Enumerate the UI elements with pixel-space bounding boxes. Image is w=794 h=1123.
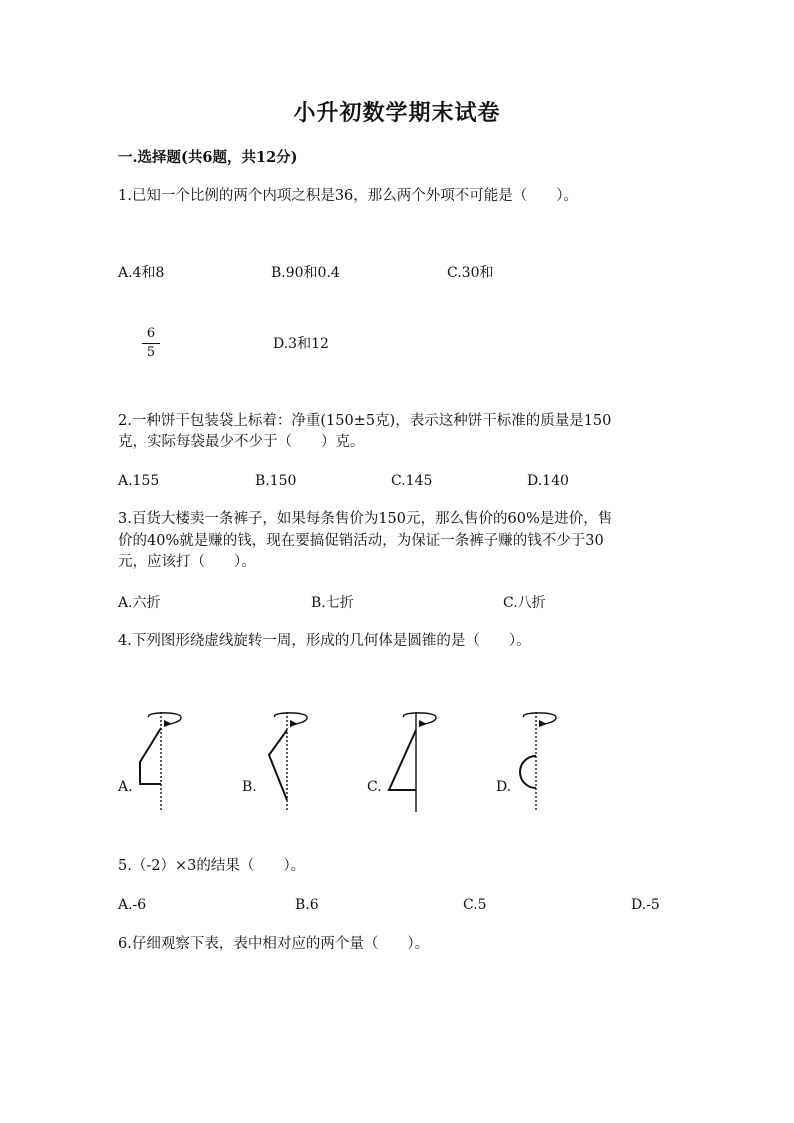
fraction-bar <box>142 343 160 344</box>
figure-b-outline <box>269 730 287 800</box>
section-heading: 一.选择题(共6题，共12分) <box>118 149 298 166</box>
figure-b-label: B. <box>242 779 257 795</box>
arrowhead-icon <box>290 720 298 727</box>
question-2-stem-line-1: 2.一种饼干包装袋上标着：净重(150±5克)，表示这种饼干标准的质量是150 <box>118 413 612 429</box>
question-5-stem: 5.（-2）×3的结果（ ）。 <box>118 858 306 874</box>
question-3-option-b: B.七折 <box>311 595 354 611</box>
arrowhead-icon <box>539 720 547 727</box>
figure-d-label: D. <box>496 779 512 795</box>
figure-a-label: A. <box>118 779 133 795</box>
figure-c-outline <box>389 730 416 790</box>
question-3-stem-line-1: 3.百货大楼卖一条裤子，如果每条售价为150元，那么售价的60%是进价，售 <box>118 511 613 527</box>
question-6-stem: 6.仔细观察下表，表中相对应的两个量（ ）。 <box>118 936 430 952</box>
question-3-stem-line-2: 价的40%就是赚的钱，现在要搞促销活动，为保证一条裤子赚的钱不少于30 <box>118 533 604 549</box>
question-2-option-b: B.150 <box>255 473 297 489</box>
question-1-option-a: A.4和8 <box>118 265 165 281</box>
question-3-option-c: C.八折 <box>503 595 546 611</box>
question-2-option-a: A.155 <box>118 473 160 489</box>
question-1-option-b: B.90和0.4 <box>271 265 340 281</box>
question-1-option-d: D.3和12 <box>273 336 329 352</box>
question-5-option-a: A.-6 <box>118 897 147 913</box>
question-1-stem: 1.已知一个比例的两个内项之积是36，那么两个外项不可能是（ ）。 <box>118 188 579 204</box>
fraction-numerator: 6 <box>146 326 156 341</box>
question-3-option-a: A.六折 <box>118 595 161 611</box>
arrowhead-icon <box>419 720 427 727</box>
question-3-stem-line-3: 元，应该打（ ）。 <box>118 554 256 570</box>
question-5-option-c: C.5 <box>463 897 487 913</box>
page-title: 小升初数学期末试卷 <box>293 100 501 126</box>
question-4-stem: 4.下列图形绕虚线旋转一周，形成的几何体是圆锥的是（ ）。 <box>118 633 531 649</box>
question-2-option-c: C.145 <box>391 473 433 489</box>
question-2-stem-line-2: 克，实际每袋最少不少于（ ）克。 <box>118 434 365 450</box>
question-5-option-d: D.-5 <box>631 897 660 913</box>
question-2-option-d: D.140 <box>527 473 569 489</box>
figure-d-semicircle <box>512 708 562 812</box>
figure-c-label: C. <box>367 779 382 795</box>
figure-d-outline <box>520 756 536 788</box>
arrowhead-icon <box>164 720 172 727</box>
question-1-option-c: C.30和 <box>447 265 494 281</box>
figure-b-kite <box>264 708 314 812</box>
figure-a-outline <box>140 728 161 784</box>
figure-a-trapezoid <box>140 708 190 812</box>
question-5-option-b: B.6 <box>295 897 319 913</box>
fraction-denominator: 5 <box>146 345 156 360</box>
figure-c-triangle <box>384 708 439 812</box>
question-1-fraction <box>142 326 160 361</box>
